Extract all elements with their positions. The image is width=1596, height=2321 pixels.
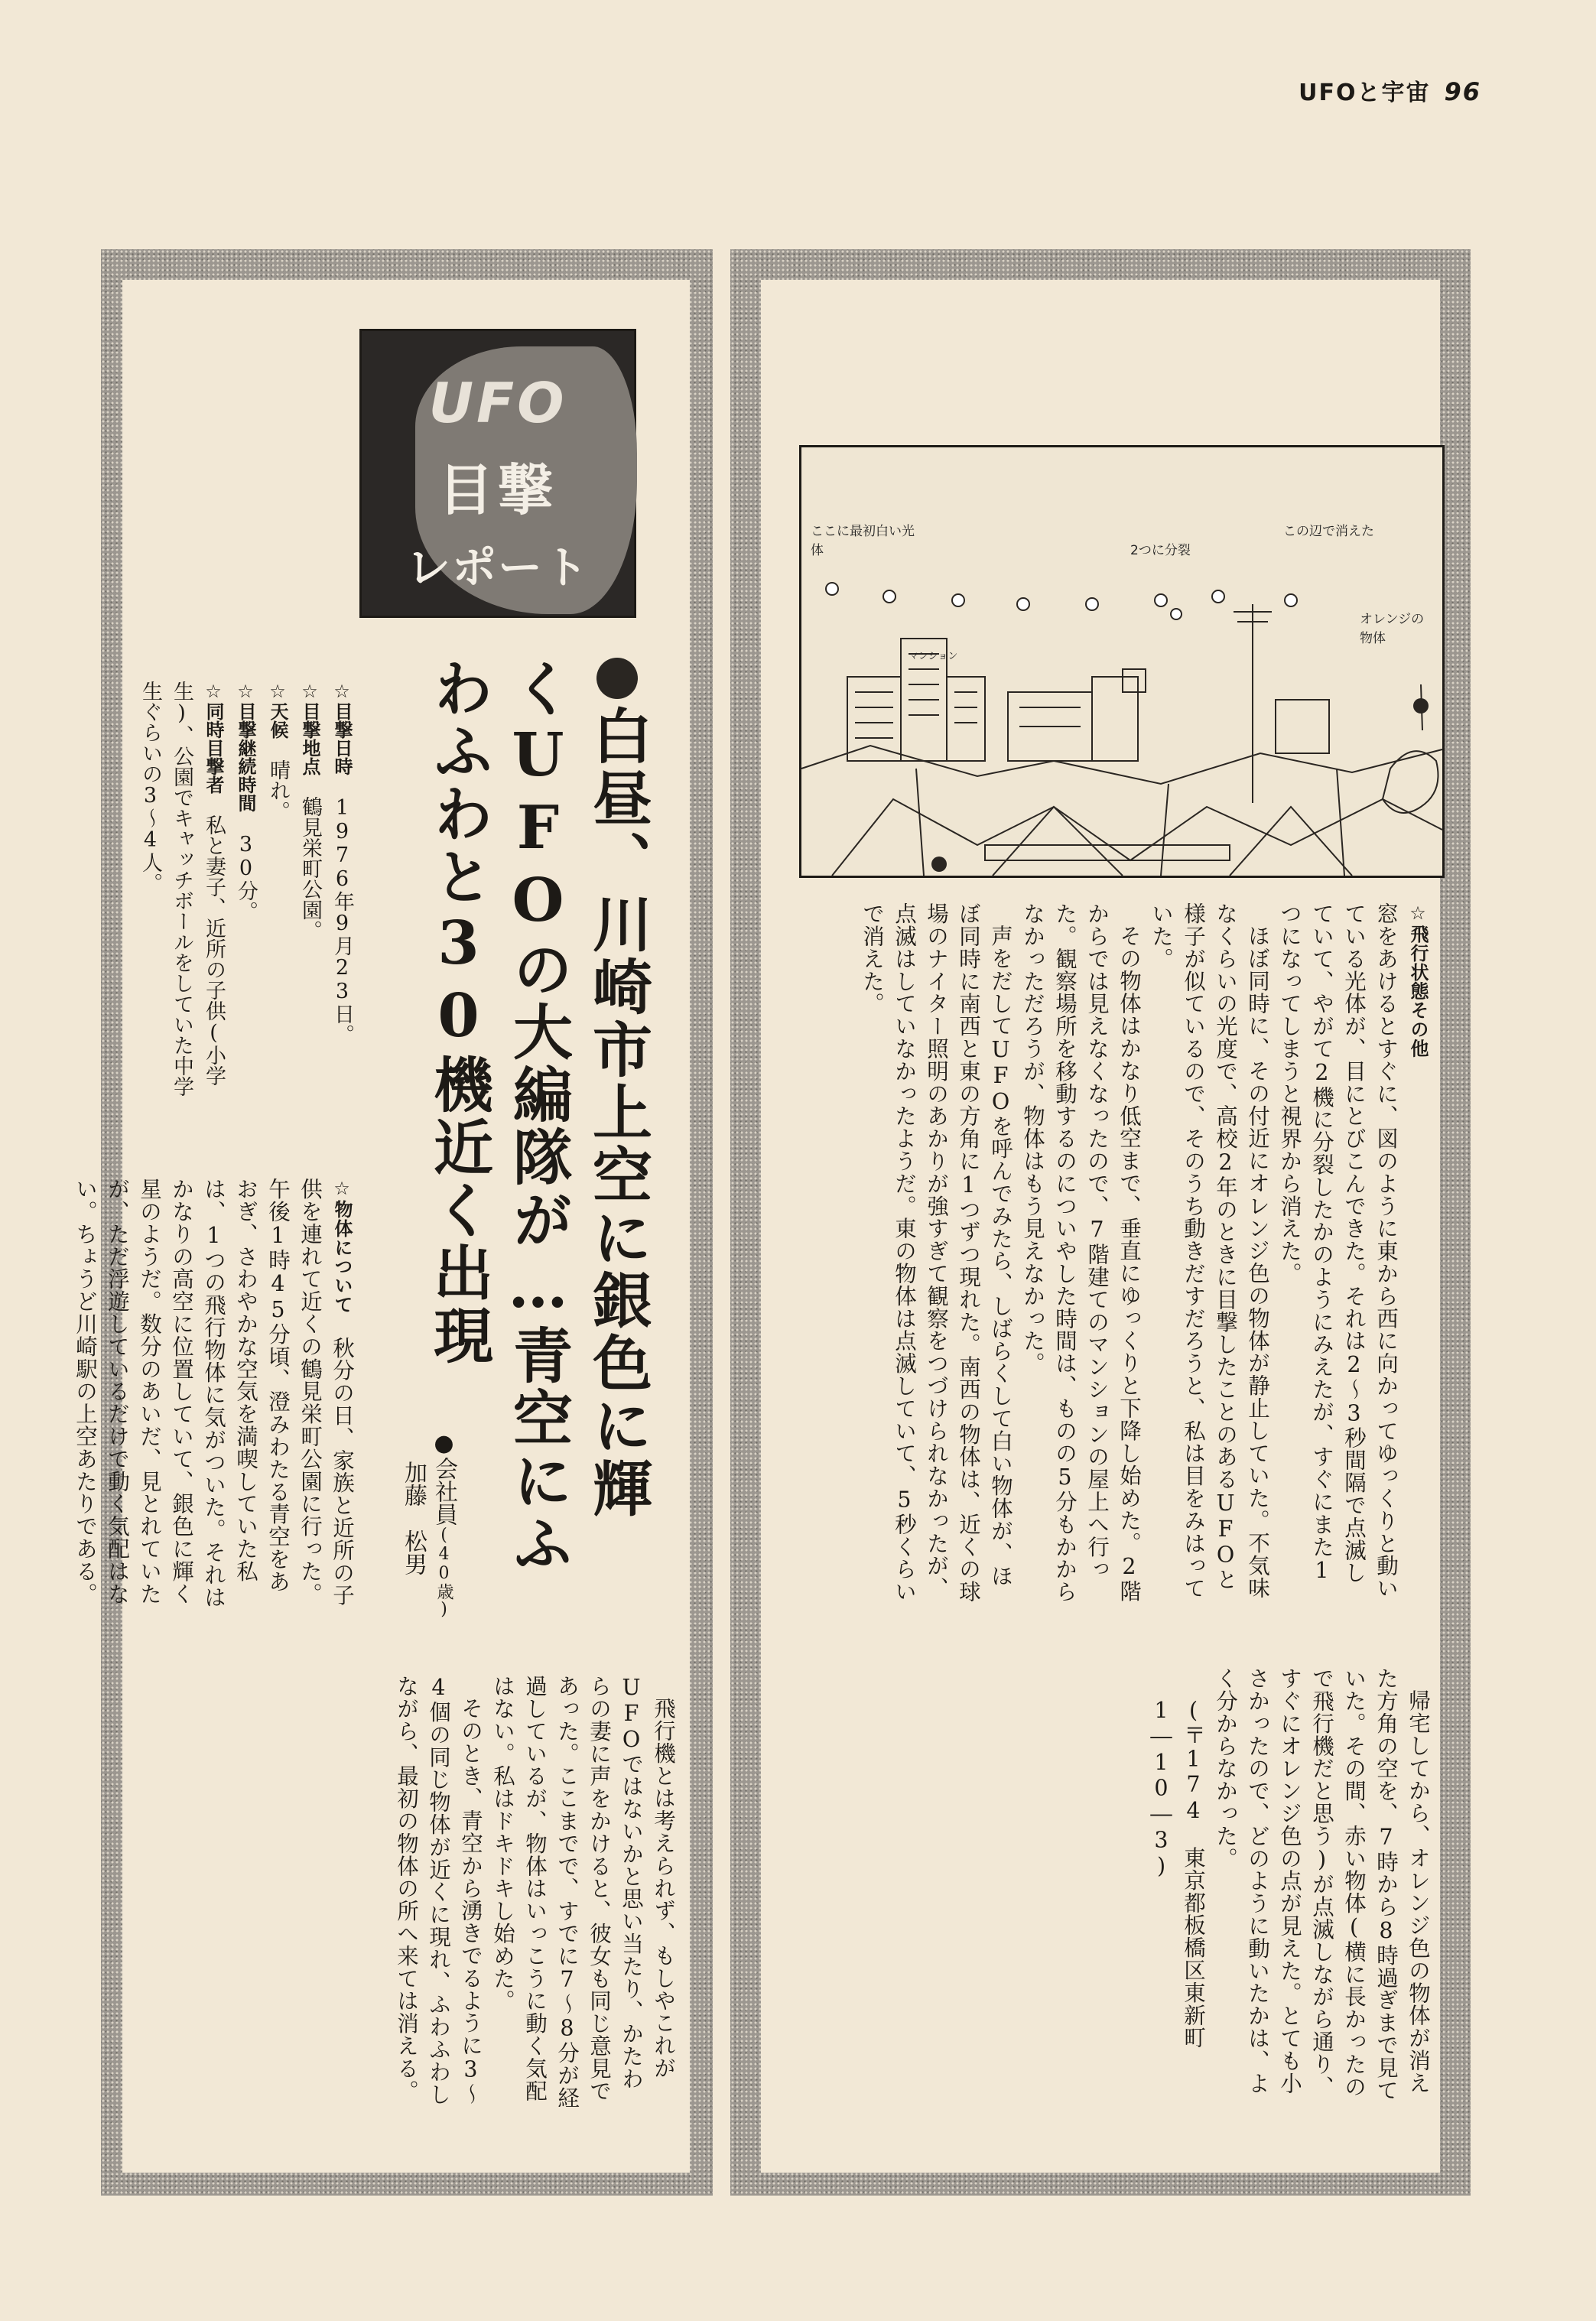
label-orange-object: オレンジの物体 xyxy=(1360,612,1425,646)
body-right-middle xyxy=(769,902,1434,1606)
paragraph-flight: 窓をあけるとすぐに、図のように東から西に向かってゆっくりと動いている光体が、目にとびこんできた。それは2～3秒間隔で点滅していて、やがて2機に分裂したかのようにみえたが、すぐにまた1つになってしまうと視界から消えた。 xyxy=(1277,902,1399,1600)
meta-location: ☆目撃地点 鶴見栄町公園。 xyxy=(298,681,322,941)
paragraph-home: 帰宅してから、オレンジ色の物体が消えた方角の空を、7時から8時過ぎまで見ていた。その間、赤い物体(横に長かったので飛行機だと思う)が点滅しながら通り、すぐにオレンジ色の点が見えた。とても小さかったので、どのように動いたかは、よく分からなかった。 xyxy=(1213,1667,1431,2102)
body-right-bottom xyxy=(769,1667,1434,2111)
paragraph-formation: そのとき、青空から湧きでるように3～4個の同じ物体が近くに現れ、ふわふわしながら、最初の物体の所へ来ては消える。 xyxy=(394,1675,483,2106)
title-line-3: わふわと30機近く出現 xyxy=(424,658,493,1367)
byline-age: (40歳) xyxy=(434,1526,453,1619)
logo-report-text: レポート xyxy=(405,541,590,593)
illustration-drawing xyxy=(801,447,1442,876)
sighting-metadata xyxy=(128,681,358,1109)
logo-mokugeki-text: 目撃 xyxy=(437,458,557,522)
meta-datetime: ☆目撃日時 1976年9月23日。 xyxy=(330,681,354,1045)
body-left-middle xyxy=(73,1178,358,1610)
logo-ufo-text: UFO xyxy=(428,371,567,435)
flight-heading: ☆飛行状態その他 xyxy=(1407,902,1429,1058)
sighting-illustration xyxy=(799,445,1445,878)
label-mansion: マンション xyxy=(909,651,958,662)
byline-role: ●会社員 xyxy=(431,1430,457,1526)
magazine-name: UFOと宇宙 xyxy=(1299,80,1431,106)
page-number: 96 xyxy=(1444,77,1481,106)
meta-witnesses: ☆同時目撃者 私と妻子、近所の子供(小学生)、公園でキャッチボールをしていた中学生ぐらいの3～4人。 xyxy=(138,681,226,1097)
label-vanished: この辺で消えた xyxy=(1283,524,1374,539)
byline xyxy=(388,1430,459,1619)
byline-name: 加藤 松男 xyxy=(400,1461,427,1575)
paragraph-call: 声をだしてUFOを呼んでみたら、しばらくして白い物体が、ほぼ同時に南西と東の方角に1つずつ現れた。南西の物体は、近くの球場のナイター照明のあかりが強すぎて観察をつづけられなかったが、点滅はしていなかったようだ。東の物体は点滅していて、5秒くらいで消えた。 xyxy=(860,902,1013,1603)
paragraph-object: 秋分の日、家族と近所の子供を連れて近くの鶴見栄町公園に行った。午後1時45分頃、澄みわたる青空をあおぎ、さわやかな空気を満喫していた私は、1つの飛行物体に気がついた。それはかなりの高空に位置していて、銀色に輝く星のようだ。数分のあいだ、見とれていたが、ただ浮遊しているだけで動く気配はない。ちょうど川崎駅の上空あたりである。 xyxy=(73,1178,355,1609)
title-bullet-icon xyxy=(596,658,638,699)
page-header xyxy=(1299,73,1481,107)
paragraph-orange: ほぼ同時に、その付近にオレンジ色の物体が静止していた。不気味なくらいの光度で、高校2年のときに目撃したことのあるUFOと様子が似ているので、そのうち動きだすだろうと、私は目をみはっていた。 xyxy=(1149,902,1270,1600)
object-heading: ☆物体について xyxy=(331,1178,353,1315)
paragraph-descent: その物体はかなり低空まで、垂直にゆっくりと下降し始めた。2階からでは見えなくなったので、7階建てのマンションの屋上へ行った。観察場所を移動するのについやした時間は、ものの5分もかからなかっただろうが、物体はもう見えなかった。 xyxy=(1020,902,1142,1603)
title-line-2: くUFOの大編隊が…青空にふ xyxy=(503,658,573,1575)
meta-weather: ☆天候 晴れ。 xyxy=(266,681,290,821)
paragraph-airplane: 飛行機とは考えられず、もしやこれがUFOではないかと思い当たり、かたわらの妻に声をかけると、彼女も同じ意見であった。ここまでで、すでに7～8分が経過しているが、物体はいっこうに動く気配はない。私はドキドキし始めた。 xyxy=(490,1675,676,2109)
address: (〒174 東京都板橋区東新町1―10―3) xyxy=(1149,1698,1206,2049)
meta-duration: ☆目撃継続時間 30分。 xyxy=(234,681,258,922)
label-first-white-object: ここに最初白い光体 xyxy=(811,524,915,558)
label-split: 2つに分裂 xyxy=(1130,543,1191,558)
body-left-bottom xyxy=(128,1675,679,2111)
title-line-1: 白昼、川崎市上空に銀色に輝 xyxy=(583,705,652,1520)
ufo-report-logo xyxy=(359,329,636,618)
